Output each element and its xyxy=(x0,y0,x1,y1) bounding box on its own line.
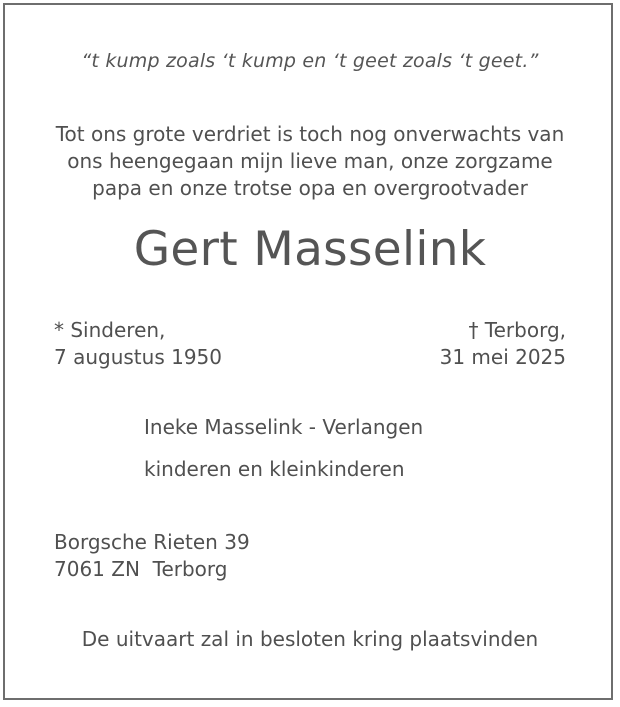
intro-line: ons heengegaan mijn lieve man, onze zorgzame xyxy=(67,149,553,173)
death-info xyxy=(440,317,566,371)
birth-info xyxy=(54,317,222,371)
intro-line: Tot ons grote verdriet is toch nog onverwachts van xyxy=(55,122,565,146)
intro-line: papa en onze trotse opa en overgrootvader xyxy=(92,176,528,200)
birth-place: * Sinderen, xyxy=(54,318,166,342)
death-place: † Terborg, xyxy=(468,318,566,342)
intro-text xyxy=(0,121,620,202)
deceased-name: Gert Masselink xyxy=(133,222,487,277)
funeral-note: De uitvaart zal in besloten kring plaatsvinden xyxy=(81,627,539,651)
address-city: 7061 ZN Terborg xyxy=(54,557,228,581)
address-street: Borgsche Rieten 39 xyxy=(54,530,250,554)
mourner-spouse: Ineke Masselink - Verlangen xyxy=(144,415,424,439)
death-date: 31 mei 2025 xyxy=(439,345,566,369)
home-address xyxy=(54,529,250,583)
mourner-family: kinderen en kleinkinderen xyxy=(144,457,405,481)
opening-quote: “t kump zoals ‘t kump en ‘t geet zoals ‘t geet.” xyxy=(81,50,539,72)
birth-date: 7 augustus 1950 xyxy=(54,345,222,369)
